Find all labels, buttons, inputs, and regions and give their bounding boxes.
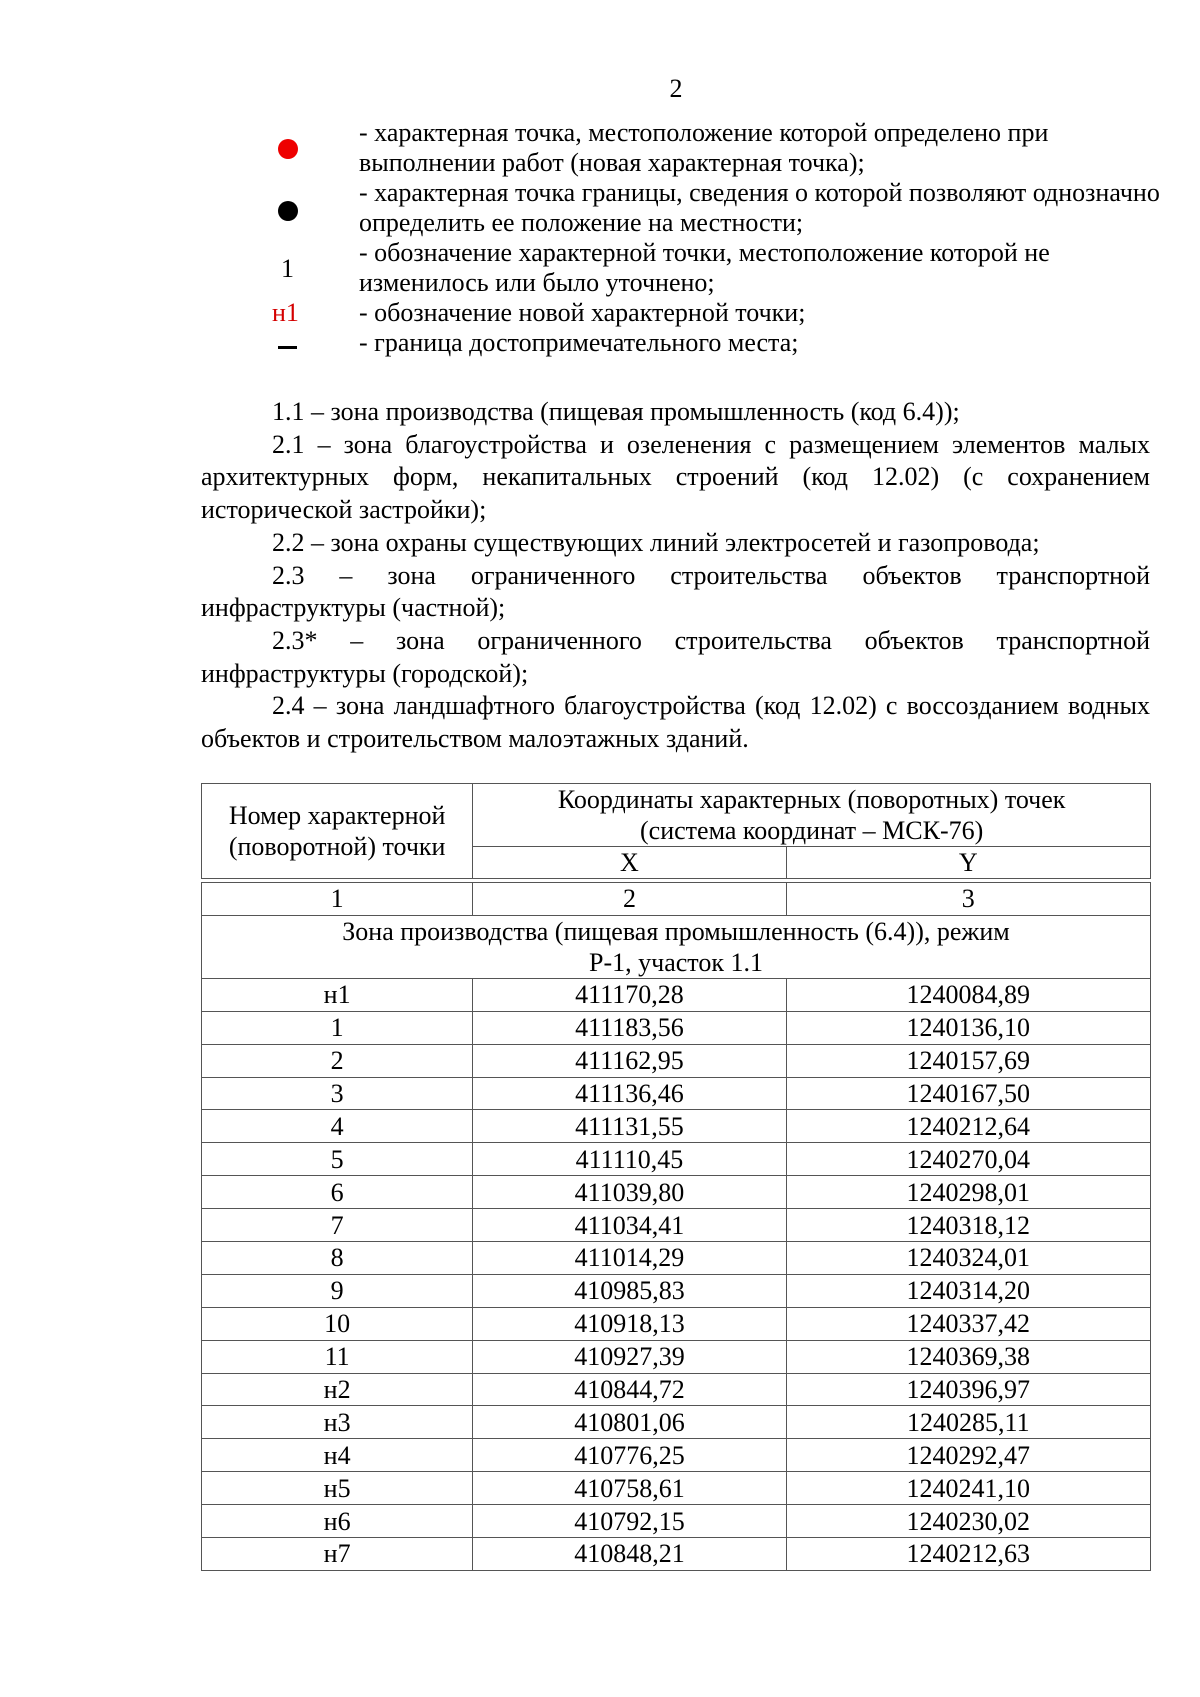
legend-text: - граница достопримечательного места; bbox=[359, 328, 799, 357]
zone-2-1: 2.1 – зона благоустройства и озеленения с размещением элементов малых архитектурных форм, некапитальных строений (код 12.02) (с сохранением исторической застройки); bbox=[201, 429, 1150, 525]
point-number-cell: 7 bbox=[202, 1209, 473, 1242]
point-number-cell: н2 bbox=[202, 1373, 473, 1406]
legend-row-boundary-point bbox=[245, 178, 1165, 238]
table-row bbox=[202, 1143, 1151, 1176]
y-coordinate-cell: 1240396,97 bbox=[786, 1373, 1150, 1406]
table-row bbox=[202, 1077, 1151, 1110]
point-number-cell: н1 bbox=[202, 978, 473, 1011]
table-row bbox=[202, 1505, 1151, 1538]
point-number-cell: 4 bbox=[202, 1110, 473, 1143]
x-coordinate-cell: 411110,45 bbox=[473, 1143, 786, 1176]
legend-text: - характерная точка, местоположение которой определено при выполнении работ (новая характерная точка); bbox=[359, 118, 1049, 177]
header-y: Y bbox=[786, 847, 1150, 879]
legend-text: - характерная точка границы, сведения о которой позволяют однозначно определить ее положение на местности; bbox=[359, 178, 1160, 237]
table-row bbox=[202, 1307, 1151, 1340]
point-number-cell: 1 bbox=[202, 1011, 473, 1044]
table-row bbox=[202, 1439, 1151, 1472]
table-row bbox=[202, 1340, 1151, 1373]
y-coordinate-cell: 1240314,20 bbox=[786, 1274, 1150, 1307]
table-row bbox=[202, 1274, 1151, 1307]
y-coordinate-cell: 1240298,01 bbox=[786, 1176, 1150, 1209]
x-coordinate-cell: 410985,83 bbox=[473, 1274, 786, 1307]
x-coordinate-cell: 411162,95 bbox=[473, 1044, 786, 1077]
y-coordinate-cell: 1240270,04 bbox=[786, 1143, 1150, 1176]
y-coordinate-cell: 1240241,10 bbox=[786, 1472, 1150, 1505]
x-coordinate-cell: 411039,80 bbox=[473, 1176, 786, 1209]
y-coordinate-cell: 1240212,63 bbox=[786, 1538, 1150, 1571]
point-number-cell: н4 bbox=[202, 1439, 473, 1472]
x-coordinate-cell: 410844,72 bbox=[473, 1373, 786, 1406]
x-coordinate-cell: 410918,13 bbox=[473, 1307, 786, 1340]
point-number-cell: 2 bbox=[202, 1044, 473, 1077]
point-number-cell: 6 bbox=[202, 1176, 473, 1209]
zone-2-2: 2.2 – зона охраны существующих линий электросетей и газопровода; bbox=[272, 527, 1040, 557]
table-row bbox=[202, 1209, 1151, 1242]
y-coordinate-cell: 1240285,11 bbox=[786, 1406, 1150, 1439]
y-coordinate-cell: 1240084,89 bbox=[786, 978, 1150, 1011]
point-number-cell: 3 bbox=[202, 1077, 473, 1110]
column-numbers-row bbox=[202, 883, 1151, 916]
red-point-icon bbox=[278, 139, 298, 159]
legend-row-boundary-line bbox=[245, 328, 1165, 358]
zone-2-3: 2.3 – зона ограниченного строительства объектов транспортной инфраструктуры (частной); bbox=[201, 560, 1150, 623]
legend-text: - обозначение характерной точки, местоположение которой не изменилось или было уточнено; bbox=[359, 238, 1050, 297]
point-number-cell: 10 bbox=[202, 1307, 473, 1340]
y-coordinate-cell: 1240230,02 bbox=[786, 1505, 1150, 1538]
new-point-label: н1 bbox=[272, 298, 299, 327]
x-coordinate-cell: 410792,15 bbox=[473, 1505, 786, 1538]
table-row bbox=[202, 1373, 1151, 1406]
y-coordinate-cell: 1240136,10 bbox=[786, 1011, 1150, 1044]
coordinates-table bbox=[201, 783, 1151, 1571]
column-number: 2 bbox=[473, 883, 786, 916]
column-number: 1 bbox=[202, 883, 473, 916]
table-row bbox=[202, 978, 1151, 1011]
x-coordinate-cell: 411136,46 bbox=[473, 1077, 786, 1110]
column-number: 3 bbox=[786, 883, 1150, 916]
point-number-cell: н7 bbox=[202, 1538, 473, 1571]
table-row bbox=[202, 1538, 1151, 1571]
y-coordinate-cell: 1240167,50 bbox=[786, 1077, 1150, 1110]
x-coordinate-cell: 410776,25 bbox=[473, 1439, 786, 1472]
section-title: Зона производства (пищевая промышленность (6.4)), режим Р-1, участок 1.1 bbox=[202, 915, 1151, 978]
table-row bbox=[202, 1406, 1151, 1439]
table-body bbox=[202, 978, 1151, 1570]
page-number: 2 bbox=[669, 74, 683, 103]
header-point-number: Номер характерной (поворотной) точки bbox=[202, 784, 473, 879]
boundary-line-icon bbox=[278, 346, 297, 349]
y-coordinate-cell: 1240369,38 bbox=[786, 1340, 1150, 1373]
zone-2-3-star: 2.3* – зона ограниченного строительства объектов транспортной инфраструктуры (городской); bbox=[201, 625, 1150, 688]
table-header-row bbox=[202, 784, 1151, 847]
y-coordinate-cell: 1240157,69 bbox=[786, 1044, 1150, 1077]
x-coordinate-cell: 410848,21 bbox=[473, 1538, 786, 1571]
x-coordinate-cell: 411170,28 bbox=[473, 978, 786, 1011]
x-coordinate-cell: 410927,39 bbox=[473, 1340, 786, 1373]
legend-row-new-point bbox=[245, 118, 1165, 178]
header-x: X bbox=[473, 847, 786, 879]
x-coordinate-cell: 411014,29 bbox=[473, 1242, 786, 1275]
x-coordinate-cell: 411034,41 bbox=[473, 1209, 786, 1242]
existing-point-label: 1 bbox=[281, 254, 294, 283]
point-number-cell: 8 bbox=[202, 1242, 473, 1275]
table-row bbox=[202, 1011, 1151, 1044]
header-coordinates: Координаты характерных (поворотных) точек (система координат – МСК-76) bbox=[473, 784, 1151, 847]
x-coordinate-cell: 410801,06 bbox=[473, 1406, 786, 1439]
table-row bbox=[202, 1044, 1151, 1077]
y-coordinate-cell: 1240292,47 bbox=[786, 1439, 1150, 1472]
point-number-cell: н3 bbox=[202, 1406, 473, 1439]
legend-row-existing-label bbox=[245, 238, 1165, 298]
point-number-cell: 11 bbox=[202, 1340, 473, 1373]
table-row bbox=[202, 1472, 1151, 1505]
y-coordinate-cell: 1240318,12 bbox=[786, 1209, 1150, 1242]
section-title-row bbox=[202, 915, 1151, 978]
point-number-cell: н6 bbox=[202, 1505, 473, 1538]
legend-text: - обозначение новой характерной точки; bbox=[359, 298, 806, 327]
point-number-cell: 9 bbox=[202, 1274, 473, 1307]
legend bbox=[245, 118, 1165, 358]
black-point-icon bbox=[278, 201, 298, 221]
x-coordinate-cell: 411183,56 bbox=[473, 1011, 786, 1044]
zone-descriptions bbox=[201, 396, 1150, 756]
point-number-cell: 5 bbox=[202, 1143, 473, 1176]
legend-row-new-label bbox=[245, 298, 1165, 328]
table-row bbox=[202, 1242, 1151, 1275]
zone-2-4: 2.4 – зона ландшафтного благоустройства (код 12.02) с воссозданием водных объектов и строительством малоэтажных зданий. bbox=[201, 691, 1150, 754]
table-row bbox=[202, 1176, 1151, 1209]
x-coordinate-cell: 410758,61 bbox=[473, 1472, 786, 1505]
x-coordinate-cell: 411131,55 bbox=[473, 1110, 786, 1143]
y-coordinate-cell: 1240337,42 bbox=[786, 1307, 1150, 1340]
y-coordinate-cell: 1240212,64 bbox=[786, 1110, 1150, 1143]
point-number-cell: н5 bbox=[202, 1472, 473, 1505]
y-coordinate-cell: 1240324,01 bbox=[786, 1242, 1150, 1275]
zone-1-1: 1.1 – зона производства (пищевая промышленность (код 6.4)); bbox=[272, 397, 960, 426]
table-row bbox=[202, 1110, 1151, 1143]
